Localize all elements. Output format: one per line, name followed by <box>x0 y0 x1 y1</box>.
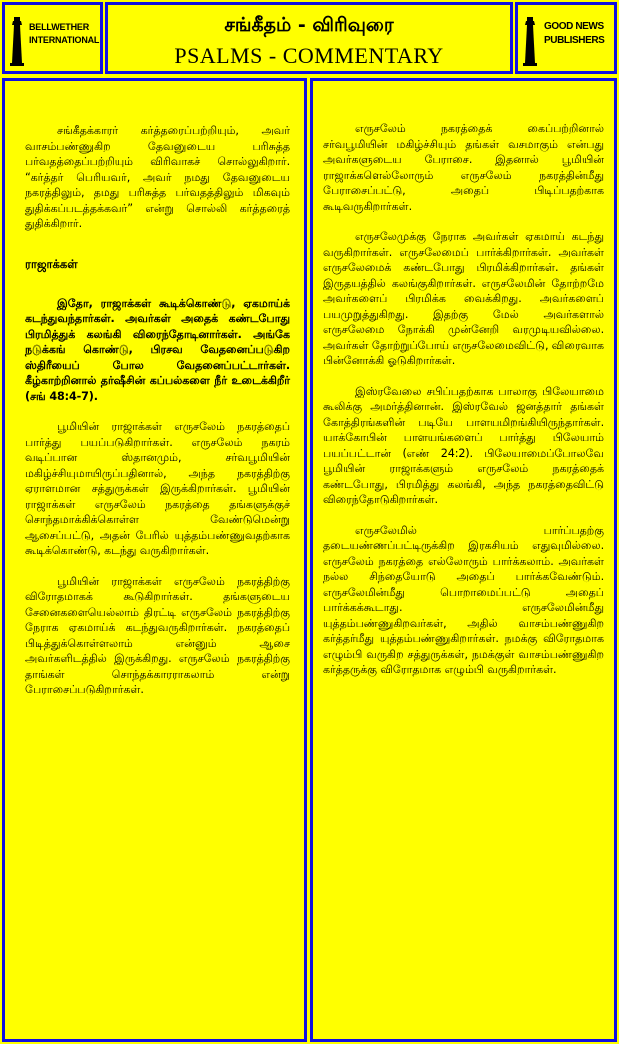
section-heading: ராஜாக்கள் <box>25 256 78 271</box>
page-title-tamil: சங்கீதம் - விரிவுரை <box>224 14 394 36</box>
publisher-logo-left <box>2 2 103 74</box>
paragraph: எருசலேமில் பார்ப்பதற்கு தடையண்ணப்பட்டிருக்கிற இரகசியம் எதுவுமில்லை. எருசலேம் நகரத்தை எல்லோரும் பார்க்கலாம். அவர்கள் நல்ல சிந்தையோடு அதைப் பார்க்கவேண்டும். எருசலேமின்மீது பொறாமைப்பட்டு அதைப் பார்க்கக்கூடாது. எருசலேமின்மீது யுத்தம்பண்ணுகிறவர்கள், அதில் வாசம்பண்ணுகிற கர்த்தர்மீது யுத்தம்பண்ணுகிறார்கள். நமக்கு விரோதமாக எழும்பி வருகிற சத்துருக்கள், நமக்குள் வாசம்பண்ணுகிற கர்த்தருக்கு விரோதமாக எழும்பி வருகிறார்கள். <box>323 523 604 676</box>
scripture-quote: இதோ, ராஜாக்கள் கூடிக்கொண்டு, ஏகமாய்க் கடந்துவந்தார்கள். அவர்கள் அதைக் கண்டபோது பிரமித்துக் கலங்கி விரைந்தோடினார்கள். அங்கே நடுக்கங் கொண்டு, பிரசவ வேதனைப்படுகிற ஸ்திரீயைப் போல வேதனைப்பட்டார்கள். கீழ்காற்றினால் தர்ஷீசின் கப்பல்களை நீர் உடைக்கிறீர் (சங் 48:4-7). <box>25 296 290 403</box>
header <box>2 2 617 74</box>
right-column <box>310 78 617 1042</box>
logo-line1: BELLWETHER <box>29 22 89 32</box>
paragraph: சங்கீதக்காரர் கர்த்தரைப்பற்றியும், அவர் வாசம்பண்ணுகிற தேவனுடைய பரிசுத்த பர்வதத்தைப்பற்றியும் விரிவாகச் சொல்லுகிறார். “கர்த்தர் பெரியவர், அவர் நமது தேவனுடைய நகரத்திலும், தமது பரிசுத்த பர்வதத்திலும் மிகவும் துதிக்கப்படத்தக்கவர்” என்று சொல்லி கர்த்தரைத் துதிக்கிறார். <box>25 124 290 230</box>
lighthouse-icon <box>9 15 25 67</box>
left-column <box>2 78 307 1042</box>
bellwether-logo <box>9 11 100 65</box>
good-news-logo <box>522 11 610 65</box>
paragraph: எருசலேம் நகரத்தைக் கைப்பற்றினால் சர்வபூமியின் மகிழ்ச்சியும் தங்கள் வசமாகும் என்பது அவர்களுடைய பேராசை. இதனால் பூமியின் ராஜாக்களெல்லோரும் எருசலேம் நகரத்தின்மீது பேராசைப்பட்டு, அதைப் பிடிப்பதற்காக கூடிவருகிறார்கள். <box>323 122 604 213</box>
paragraph: இஸ்ரவேலை சபிப்பதற்காக பாலாகு பிலேயாமை கூலிக்கு அமர்த்தினான். இஸ்ரவேல் ஜனத்தார் தங்கள் கோத்திரங்களின் படியே பாளயமிறங்கியிருந்தார்கள். யாக்கோபின் பாளயங்களைப் பார்த்து பிலேயாம் பயப்பட்டான் (எண் 24:2). பிலேயாமைப்போலவே பூமியின் ராஜாக்களும் எருசலேம் நகரத்தைக் கண்டபோது, பிரமித்து கலங்கி, அந்த நகரத்தைவிட்டு விரைந்தோடுகிறார்கள். <box>323 384 604 506</box>
paragraph: பூமியின் ராஜாக்கள் எருசலேம் நகரத்தைப் பார்த்து பயப்படுகிறார்கள். எருசலேம் நகரம் வடிப்பான ஸ்தானமும், சர்வபூமியின் மகிழ்ச்சியுமாயிருப்பதினால், அந்த நகரத்திற்கு ஏராளமான சத்துருக்கள் இருக்கிறார்கள். பூமியின் ராஜாக்கள் எருசலேம் நகரத்தை தங்களுக்குச் சொந்தமாக்கிக்கொள்ள வேண்டுமென்று ஆசைப்பட்டு, அதன் பேரில் யுத்தம்பண்ணுவதற்காக கூடிக்கொண்டு, கடந்து வருகிறார்கள். <box>25 420 290 557</box>
page-title-english: PSALMS - COMMENTARY <box>174 43 444 68</box>
paragraph: எருசலேமுக்கு நேராக அவர்கள் ஏகமாய் கடந்து வருகிறார்கள். எருசலேமைப் பார்க்கிறார்கள். அவர்கள் எருசலேமைக் கண்டபோது பிரமிக்கிறார்கள். தங்கள் இருதயத்தில் கலங்குகிறார்கள். எருசலேமின் தோற்றமே அவர்களைப் பிரமிக்க வைக்கிறது. அவர்களைப் பயமுறுத்துகிறது. இதற்கு மேல் அவர்களால் எருசலேமை நோக்கி முன்னேறி வரமுடியவில்லை. அவர்கள் தோற்றுப்போய் எருசலேமைவிட்டு, விரைவாக பின்னோக்கி ஓடுகிறார்கள். <box>323 230 605 367</box>
logo-line2: INTERNATIONAL <box>29 35 100 45</box>
lighthouse-icon <box>522 15 538 67</box>
publisher-logo-right <box>515 2 617 74</box>
paragraph: பூமியின் ராஜாக்கள் எருசலேம் நகரத்திற்கு விரோதமாகக் கூடுகிறார்கள். தங்களுடைய சேனைகளையெல்லாம் திரட்டி எருசலேம் நகரத்திற்கு நேராக ஏகமாய்க் கடந்துவருகிறார்கள். நகரத்தைப் பிடித்துக்கொள்ளலாம் என்னும் ஆசை அவர்களிடத்தில் இருக்கிறது. எருசலேம் நகரத்திற்கு தாங்கள் சொந்தக்காரராகலாம் என்று பேராசைப்படுகிறார்கள். <box>25 574 290 696</box>
title-box <box>105 2 513 74</box>
logo-line2: PUBLISHERS <box>544 35 605 46</box>
logo-line1: GOOD NEWS <box>544 21 604 32</box>
